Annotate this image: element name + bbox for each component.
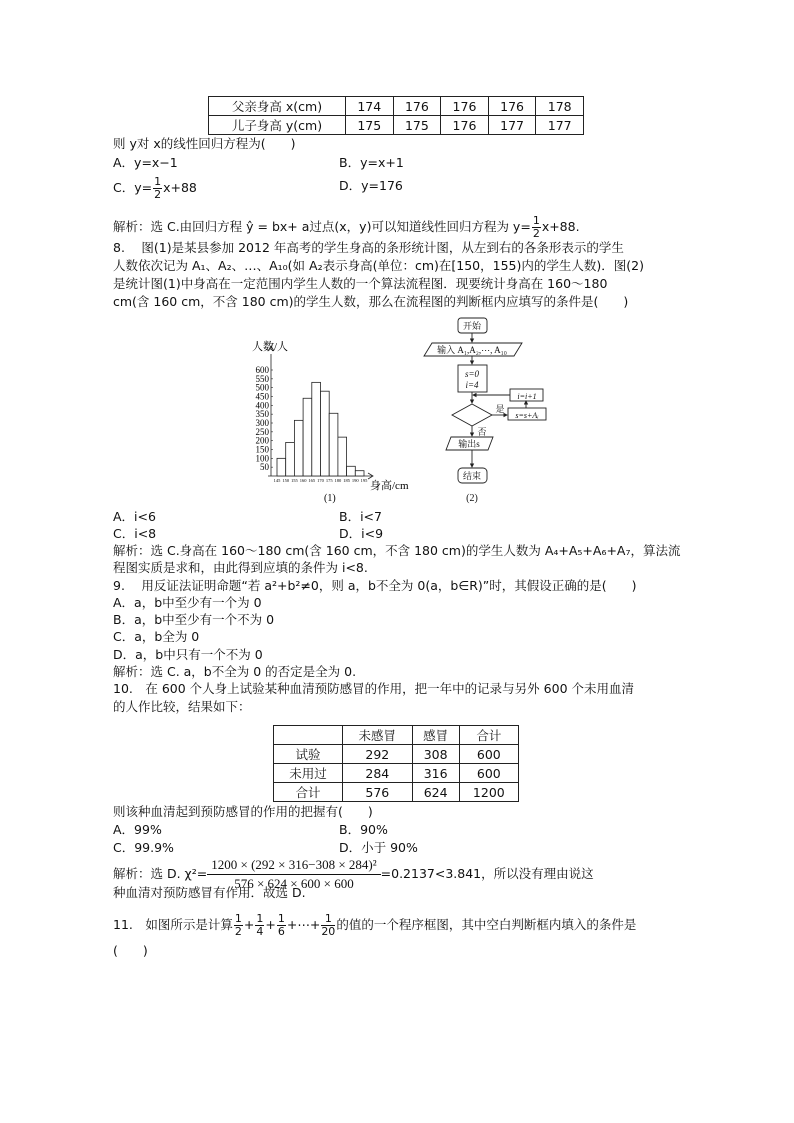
q7-stem: 则 y对 x的线性回归方程为( ) (113, 136, 296, 151)
q10-line: 的人作比较，结果如下： (113, 699, 251, 714)
q7-option-d: D．y=176 (339, 178, 403, 193)
q9-solution: 解析：选 C. a，b不全为 0 的否定是全为 0. (113, 664, 357, 679)
numerator: 1 (154, 175, 162, 188)
y-tick-label: 50 (260, 462, 269, 473)
init-s-label: s=0 (464, 369, 480, 379)
denominator: 2 (154, 188, 162, 201)
q10-line: 10. 在 600 个人身上试验某种血清预防感冒的作用，把一年中的记录与另外 600 个未用血清 (113, 681, 634, 696)
cell: 600 (459, 764, 518, 783)
figure-caption: (2) (466, 493, 478, 504)
cell: 合计 (274, 783, 343, 802)
text: C．y= (113, 180, 153, 195)
q8-option-c: C．i<8 (113, 526, 157, 541)
q10-solution-line2: 种血清对预防感冒有作用．故选 D. (113, 885, 306, 900)
start-label: 开始 (462, 321, 482, 331)
header-cell (274, 726, 343, 745)
cell: 624 (412, 783, 459, 802)
x-tick-label: 150 (282, 478, 290, 483)
output-label: 输出s (458, 439, 480, 449)
q9-option-a: A．a，b中至少有一个为 0 (113, 595, 262, 610)
fraction (321, 913, 335, 938)
cell: 未用过 (274, 764, 343, 783)
fraction (234, 913, 243, 938)
header-cell: 感冒 (412, 726, 459, 745)
y-tick-label: 150 (255, 444, 269, 455)
numerator: 1 (321, 913, 335, 926)
cell: 176 (441, 116, 489, 135)
yes-label: 是 (495, 404, 505, 414)
x-tick-label: 190 (351, 478, 359, 483)
fraction (277, 913, 286, 938)
x-tick-label: 170 (317, 478, 324, 483)
q7-option-a: A．y=x−1 (113, 155, 178, 170)
plus: + (265, 917, 276, 932)
q7-option-b: B．y=x+1 (339, 155, 404, 170)
text: x+88. (541, 219, 580, 234)
x-tick-label: 195 (360, 478, 368, 483)
no-label: 否 (477, 427, 487, 437)
table-row (274, 783, 519, 802)
x-tick-label: 155 (291, 478, 298, 483)
cell: 175 (346, 116, 394, 135)
fraction (255, 913, 264, 938)
q8-line: 人数依次记为 A₁、A₂、…、A₁₀(如 A₂表示身高(单位：cm)在[150，155)内的学生人数)．图(2) (113, 258, 644, 273)
header-cell: 未感冒 (343, 726, 413, 745)
y-tick-label: 550 (255, 373, 269, 384)
figure-caption: (1) (324, 493, 336, 504)
serum-table (273, 725, 519, 802)
y-tick-label: 500 (255, 382, 269, 393)
x-tick-label: 160 (299, 478, 307, 483)
cell: 175 (393, 116, 441, 135)
y-tick-label: 250 (255, 426, 269, 437)
q9-option-c: C．a，b全为 0 (113, 629, 200, 644)
plus: + (243, 917, 255, 932)
denominator: 576 × 624 × 600 × 600 (234, 876, 354, 891)
denominator: 20 (321, 925, 336, 938)
q8-option-b: B．i<7 (339, 509, 382, 524)
q9-option-d: D．a，b中只有一个不为 0 (113, 647, 263, 662)
cell: 试验 (274, 745, 343, 764)
x-tick-label: 165 (308, 478, 316, 483)
numerator: 1 (532, 214, 540, 227)
q10-option-a: A．99% (113, 822, 162, 837)
numerator: 1200 × (292 × 316−308 × 284)² (207, 856, 380, 875)
text: 解析：选 D. χ²= (113, 866, 208, 881)
ellipsis: +⋯+ (286, 917, 321, 932)
table-row (274, 764, 519, 783)
denominator: 6 (277, 925, 285, 938)
cell: 176 (488, 97, 536, 116)
numerator: 1 (256, 912, 264, 925)
end-label: 结束 (462, 471, 482, 481)
cell: 292 (343, 745, 413, 764)
cell: 284 (343, 764, 413, 783)
x-tick-label: 145 (273, 478, 281, 483)
y-axis-label: 人数/人 (252, 341, 289, 353)
flowchart-figure (0, 0, 794, 520)
cell: 176 (441, 97, 489, 116)
denominator: 4 (256, 925, 264, 938)
decision-node (452, 404, 492, 426)
sum-label: s=s+Aᵢ (515, 411, 539, 420)
text: 11. 如图所示是计算 (113, 917, 233, 932)
cell: 576 (343, 783, 413, 802)
q8-solution: 解析：选 C.身高在 160～180 cm(含 160 cm，不含 180 cm)的学生人数为 A₄+A₅+A₆+A₇，算法流 (113, 543, 681, 558)
x-axis-label: 身高/cm (370, 480, 409, 492)
cell: 178 (536, 97, 584, 116)
table-header (274, 726, 519, 745)
q10-stem: 则该种血清起到预防感冒的作用的把握有( ) (113, 804, 373, 819)
q9-option-b: B．a，b中至少有一个不为 0 (113, 612, 275, 627)
q9-stem: 9. 用反证法证明命题“若 a²+b²≠0，则 a，b不全为 0(a，b∈R)”时，其假设正确的是( ) (113, 578, 637, 593)
x-tick-label: 175 (325, 478, 333, 483)
cell: 308 (412, 745, 459, 764)
q8-solution: 程图实质是求和，由此得到应填的条件为 i<8. (113, 560, 368, 575)
q10-option-b: B．90% (339, 822, 388, 837)
cell: 177 (536, 116, 584, 135)
y-tick-label: 600 (255, 365, 269, 375)
q10-option-c: C．99.9% (113, 840, 174, 855)
header-cell: 合计 (459, 726, 518, 745)
text: 的值的一个程序框图，其中空白判断框内填入的条件是 (336, 917, 637, 932)
init-i-label: i=4 (465, 380, 479, 390)
input-label: 输入 A₁,A₂,⋯, A₁₀ (437, 345, 507, 355)
cell: 316 (412, 764, 459, 783)
q10-option-d: D．小于 90% (339, 840, 418, 855)
y-tick-label: 450 (255, 391, 269, 402)
row-label: 父亲身高 x(cm) (209, 97, 346, 116)
x-tick-label: 185 (343, 478, 350, 483)
q8-line: 是统计图(1)中身高在一定范围内学生人数的一个算法流程图．现要统计身高在 160～180 (113, 276, 608, 291)
q11-stem (113, 913, 636, 938)
q8-line: 8. 图(1)是某县参加 2012 年高考的学生身高的条形统计图，从左到右的各条形表示的学生 (113, 240, 624, 255)
row-label: 儿子身高 y(cm) (209, 116, 346, 135)
q8-option-a: A．i<6 (113, 509, 156, 524)
cell: 177 (488, 116, 536, 135)
cell: 600 (459, 745, 518, 764)
q8-option-d: D．i<9 (339, 526, 384, 541)
denominator: 2 (532, 227, 540, 240)
increment-label: i=i+1 (517, 392, 537, 401)
numerator: 1 (277, 912, 285, 925)
cell: 174 (346, 97, 394, 116)
x-tick-label: 180 (334, 478, 342, 483)
y-tick-label: 400 (255, 400, 269, 411)
cell: 176 (393, 97, 441, 116)
y-tick-label: 300 (255, 418, 269, 428)
y-tick-label: 350 (255, 409, 269, 420)
q8-line: cm(含 160 cm，不含 180 cm)的学生人数，那么在流程图的判断框内应填写的条件是( ) (113, 294, 629, 309)
denominator: 2 (234, 925, 242, 938)
text: 解析：选 C.由回归方程 ŷ = bx+ a过点(x，y)可以知道线性回归方程为 y= (113, 219, 531, 234)
q11-answer-paren: ( ) (113, 943, 148, 958)
y-tick-label: 200 (255, 435, 269, 446)
y-tick-label: 100 (255, 453, 269, 464)
text: x+88 (163, 180, 197, 195)
numerator: 1 (234, 912, 242, 925)
text: =0.2137<3.841，所以没有理由说这 (380, 866, 594, 881)
table-row (274, 745, 519, 764)
cell: 1200 (459, 783, 518, 802)
